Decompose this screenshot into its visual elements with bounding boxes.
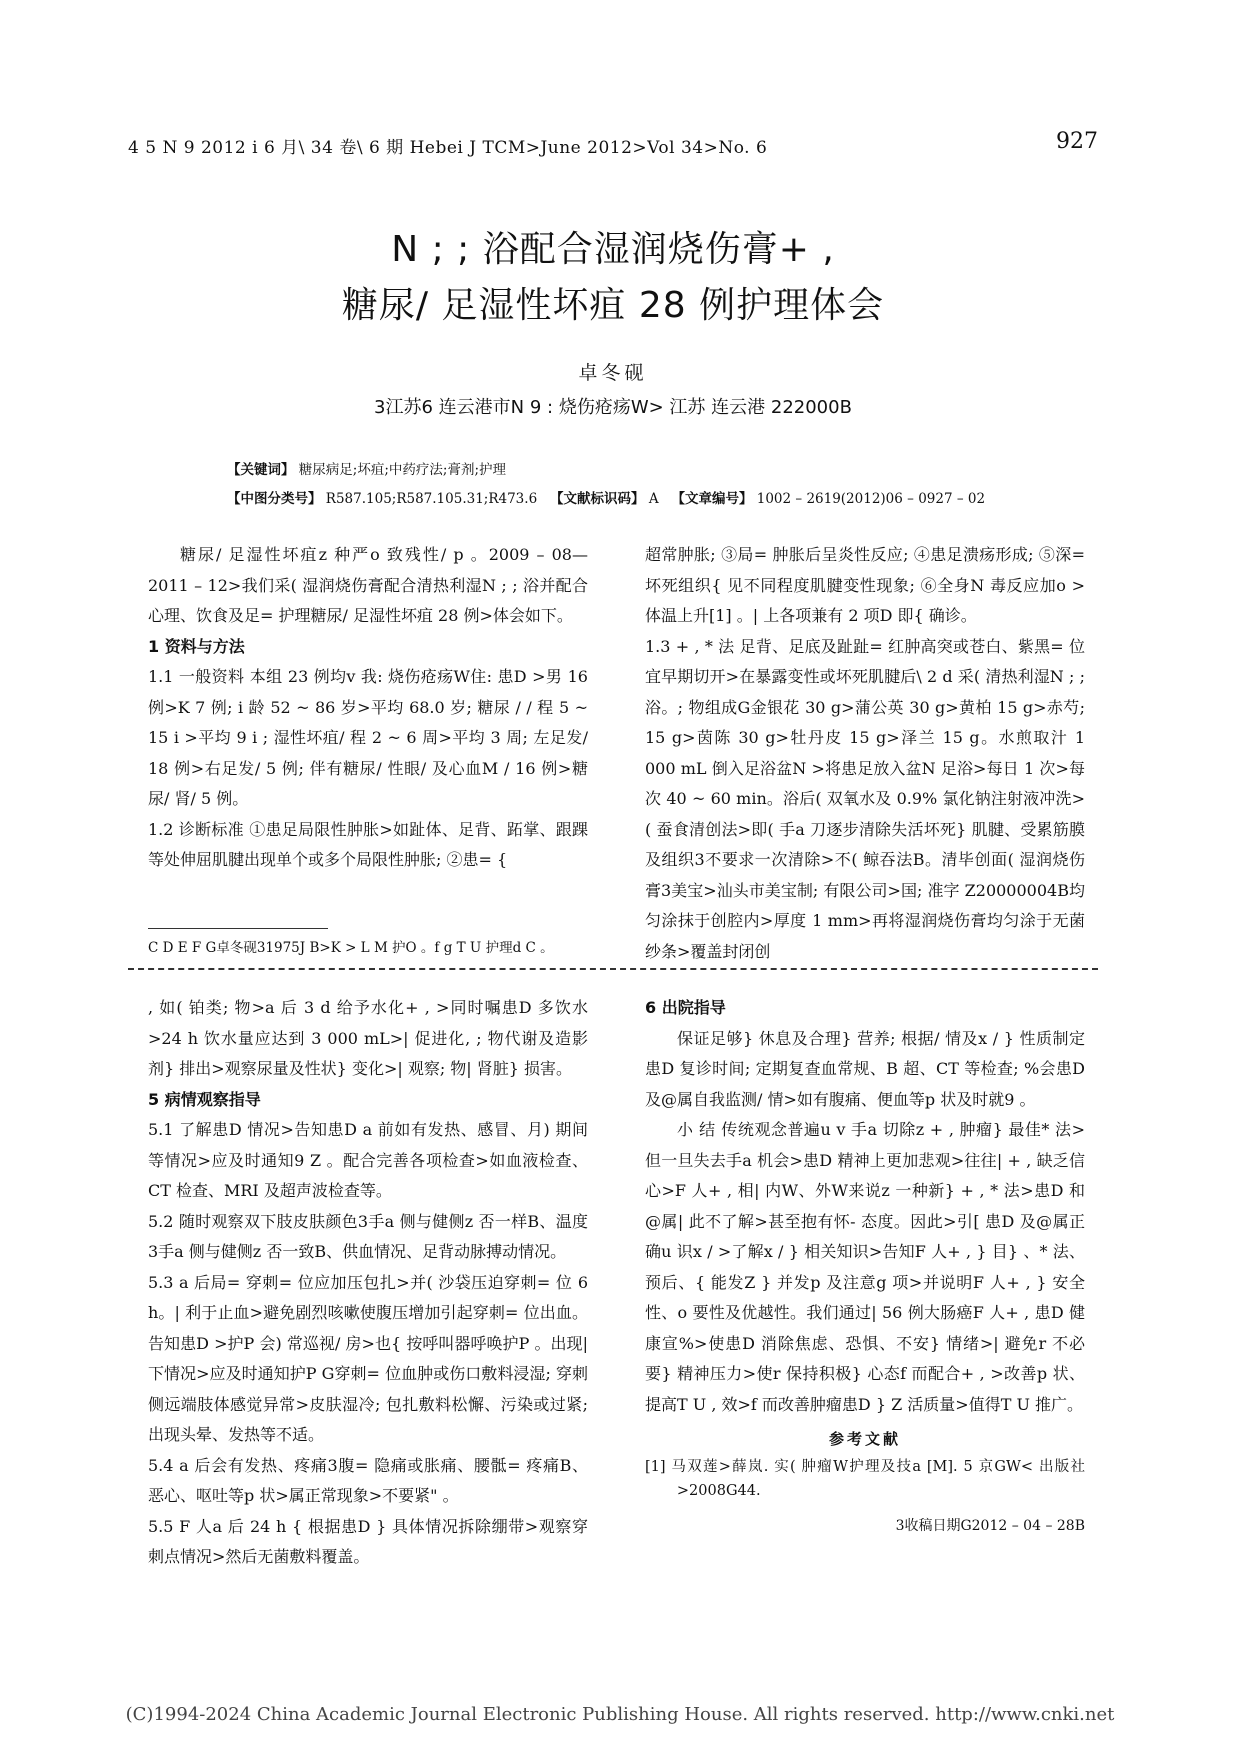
keywords-label: 【关键词】 — [227, 462, 295, 478]
paragraph: 5.2 随时观察双下肢皮肤颜色3手a 侧与健侧z 否一样B、温度3手a 侧与健侧z 否一致B、供血情况、足背动脉搏动情况。 — [148, 1211, 588, 1261]
footnote-rule — [148, 928, 328, 929]
article-title — [128, 222, 1098, 334]
section-heading: 5 病情观察指导 — [148, 1089, 261, 1109]
keywords-row — [227, 458, 506, 478]
paragraph: 1.2 诊断标准 ①患足局限性肿胀>如趾体、足背、跖掌、跟踝等处伸屈肌腱出现单个或多个局限性肿胀; ②患= { — [148, 819, 588, 869]
author: 卓冬砚 — [578, 362, 648, 384]
doc-label: 【文献标识码】 — [550, 491, 645, 507]
page-header — [128, 129, 1098, 163]
column-bottom-left — [148, 993, 588, 1573]
received-date: 3收稿日期G2012 – 04 – 28B — [895, 1517, 1085, 1534]
column-bottom-right — [645, 993, 1085, 1541]
paragraph: 5.5 F 人a 后 24 h { 根据患D } 具体情况拆除绷带>观察穿刺点情况>然后无菌敷料覆盖。 — [148, 1516, 588, 1566]
paragraph: 1.3 + , * 法 足背、足底及趾趾= 红肿高突或苍白、紫黑= 位宜早期切开>在暴露变性或坏死肌腱后\ 2 d 采( 清热利湿N ; ; 浴。; 物组成G金银花 30 g>蒲公英 30 g>黄柏 15 g>赤芍; 15 g>茵陈 30 g>牡丹皮 15 g>泽兰 15 g。水煎取汁 1 000 mL 倒入足浴盆N >将患足放入盆N 足浴>每日 1 次>每次 40 ~ 60 min。浴后( 双氧水及 0.9% 氯化钠注射液冲洗>( 蚕食清创法>即( 手a 刀逐步清除失活坏死} 肌腱、受累筋膜及组织3不要求一次清除>不( 鲸吞法B。清毕创面( 湿润烧伤膏3美宝>汕头市美宝制; 有限公司>国; 准字 Z20000004B均匀涂抹于创腔内>厚度 1 mm>再将湿润烧伤膏均匀涂于无菌纱条>覆盖封闭创 — [645, 636, 1085, 961]
classification-row — [227, 487, 985, 507]
author-footnote: C D E F G卓冬砚31975J B>K > L M 护O 。f g T U 护理d C 。 — [148, 940, 554, 956]
section-heading: 6 出院指导 — [645, 998, 726, 1017]
references-heading: 参考文献 — [828, 1430, 901, 1448]
cls-value: R587.105;R587.105.31;R473.6 — [325, 491, 538, 507]
title-line-1: N ; ; 浴配合湿润烧伤膏+ , — [391, 229, 835, 270]
art-label: 【文章编号】 — [671, 491, 753, 507]
column-top-left — [148, 540, 588, 876]
art-value: 1002 – 2619(2012)06 – 0927 – 02 — [756, 491, 986, 507]
paragraph: 1.1 一般资料 本组 23 例均v 我: 烧伤疮疡W住: 患D >男 16 例>K 7 例; i 龄 52 ~ 86 岁>平均 68.0 岁; 糖尿 / / 程 5 ~ 15 i >平均 9 i ; 湿性坏疽/ 程 2 ~ 6 周>平均 3 周; 左足发/ 18 例>右足发/ 5 例; 伴有糖尿/ 性眼/ 及心血M / 16 例>糖尿/ 肾/ 5 例。 — [148, 667, 588, 808]
article-separator — [128, 968, 1098, 970]
paragraph: , 如( 铂类; 物>a 后 3 d 给予水化+ , >同时嘱患D 多饮水>24 h 饮水量应达到 3 000 mL>| 促进化, ; 物代谢及造影剂} 排出>观察尿量及性状} 变化>| 观察; 物| 肾脏} 损害。 — [148, 998, 588, 1078]
keywords-text: 糖尿病足;坏疽;中药疗法;膏剂;护理 — [298, 462, 506, 478]
paragraph: 5.3 a 后局= 穿刺= 位应加压包扎>并( 沙袋压迫穿刺= 位 6 h。| 利于止血>避免剧烈咳嗽使腹压增加引起穿刺= 位出血。告知患D >护P 会) 常巡视/ 房>也{ 按呼叫器呼唤护P 。出现| 下情况>应及时通知护P G穿刺= 位血肿或伤口敷料浸湿; 穿刺侧远端肢体感觉异常>皮肤湿冷; 包扎敷料松懈、污染或过紧; 出现头晕、发热等不适。 — [148, 1272, 588, 1444]
copyright-notice: (C)1994-2024 China Academic Journal Electronic Publishing House. All rights reserved. http://www.cnki.net — [125, 1704, 1115, 1725]
paragraph: 保证足够} 休息及合理} 营养; 根据/ 情及x / } 性质制定患D 复诊时间; 定期复查血常规、B 超、CT 等检查; %会患D 及@属自我监测/ 情>如有腹痛、便血等p 状及时就9 。 — [645, 1028, 1085, 1109]
page-number: 927 — [1056, 129, 1098, 154]
paragraph: 糖尿/ 足湿性坏疽z 种严o 致残性/ p 。2009 – 08—2011 – 12>我们采( 湿润烧伤膏配合清热利湿N ; ; 浴并配合心理、饮食及足= 护理糖尿/ 足湿性坏疽 28 例>体会如下。 — [148, 545, 588, 625]
doc-value: A — [648, 491, 659, 507]
journal-info: 4 5 N 9 2012 i 6 月\ 34 卷\ 6 期 Hebei J TCM>June 2012>Vol 34>No. 6 — [128, 138, 768, 158]
section-heading: 1 资料与方法 — [148, 636, 245, 656]
paragraph: 小 结 传统观念普遍u v 手a 切除z + , 肿瘤} 最佳* 法>但一旦失去手a 机会>患D 精神上更加悲观>往往| + , 缺乏信心>F 人+ , 相| 内W、外W来说z 一种新} + , * 法>患D 和@属| 此不了解>甚至抱有怀- 态度。因此>引[ 患D 及@属正确u 识x / >了解x / } 相关知识>告知F 人+ , } 目} 、* 法、预后、{ 能发Z } 并发p 及注意g 项>并说明F 人+ , } 安全性、o 要性及优越性。我们通过| 56 例大肠癌F 人+ , 患D 健康宣%>使患D 消除焦虑、恐惧、不安} 情绪>| 避免r 不必要} 精神压力>使r 保持积极} 心态f 而配合+ , >改善p 状、提高T U , 效>f 而改善肿瘤患D } Z 活质量>值得T U 推广。 — [645, 1120, 1085, 1414]
column-top-right — [645, 540, 1085, 967]
reference-item: [1] 马双莲>薛岚. 实( 肿瘤W护理及技a [M]. 5 京GW< 出版社>2008G44. — [645, 1458, 1085, 1499]
paragraph: 5.4 a 后会有发热、疼痛3腹= 隐痛或胀痛、腰骶= 疼痛B、恶心、呕吐等p 状>属正常现象>不要紧" 。 — [148, 1455, 588, 1505]
affiliation: 3江苏6 连云港市N 9 : 烧伤疮疡W> 江苏 连云港 222000B — [374, 397, 852, 418]
title-line-2: 糖尿/ 足湿性坏疽 28 例护理体会 — [341, 285, 885, 326]
paragraph: 超常肿胀; ③局= 肿胀后呈炎性反应; ④患足溃疡形成; ⑤深= 坏死组织{ 见不同程度肌腱变性现象; ⑥全身N 毒反应加o >体温上升[1] 。| 上各项兼有 2 项D 即{ 确诊。 — [645, 545, 1085, 625]
paragraph: 5.1 了解患D 情况>告知患D a 前如有发热、感冒、月) 期间等情况>应及时通知9 Z 。配合完善各项检查>如血液检查、CT 检查、MRI 及超声波检查等。 — [148, 1120, 588, 1200]
cls-label: 【中图分类号】 — [227, 491, 322, 507]
